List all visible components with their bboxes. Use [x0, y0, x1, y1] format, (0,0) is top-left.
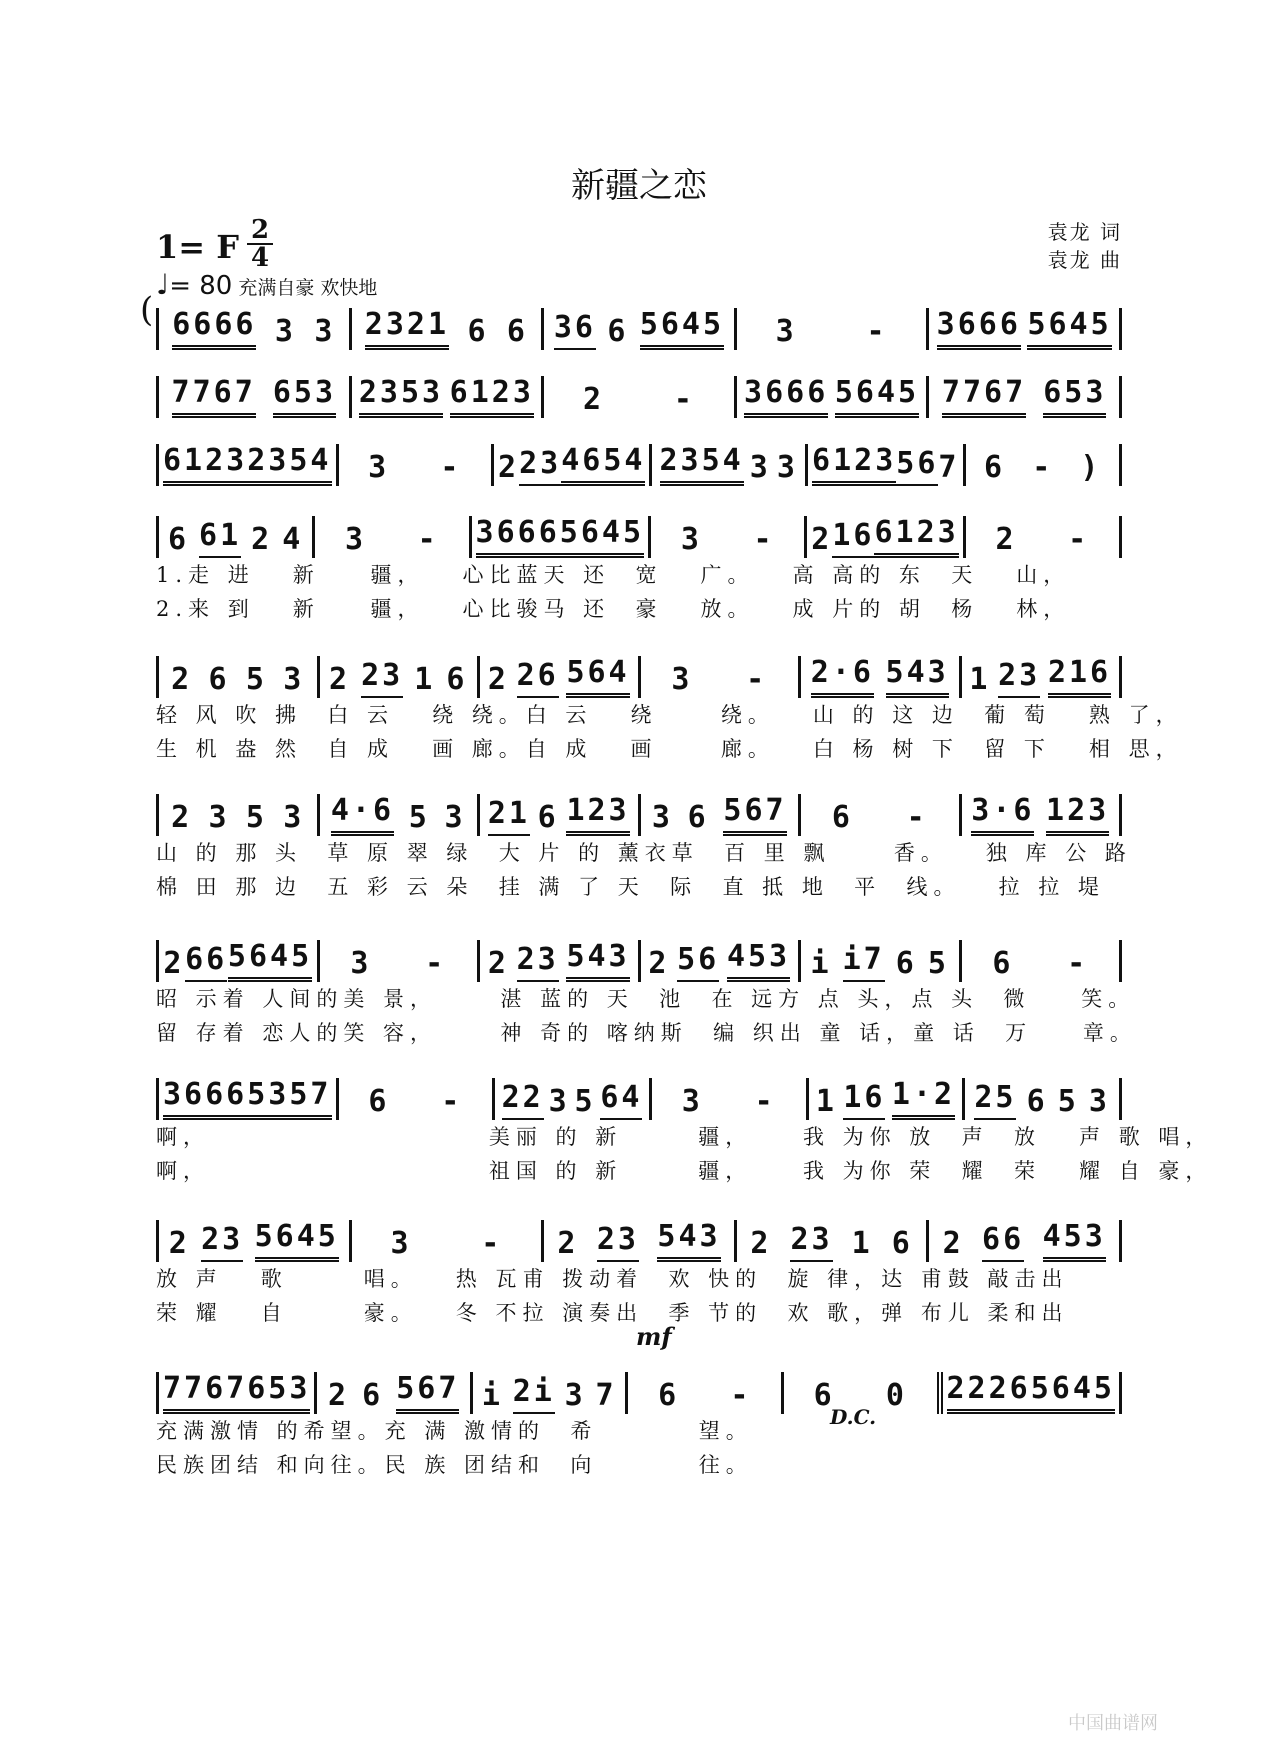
- measure: [320, 656, 481, 698]
- staff-line: [156, 416, 1122, 486]
- measure: [628, 1372, 784, 1414]
- measure: [156, 308, 352, 350]
- note-group: 2: [648, 946, 670, 981]
- measure: [315, 516, 471, 558]
- note-group: 1: [851, 1226, 873, 1261]
- note-group: 2: [995, 522, 1017, 557]
- score-system-1: [156, 280, 1122, 350]
- measure: [339, 1078, 496, 1120]
- lyric-line: 啊， 祖国 的 新 疆， 我 为你 荣 耀 荣 耀 自 豪，: [156, 1159, 1213, 1183]
- note-group: 2: [583, 382, 605, 417]
- note-group: 64: [600, 1080, 642, 1120]
- note-group: 5: [1057, 1084, 1079, 1119]
- note-group: -: [673, 382, 695, 417]
- credits: [1048, 218, 1122, 274]
- note-group: 3: [390, 1226, 412, 1261]
- note-group: 16: [832, 518, 874, 558]
- measure: [641, 794, 802, 836]
- note-group: 2321: [365, 307, 449, 350]
- note-group: 5: [574, 1084, 596, 1119]
- note-group: 2: [487, 662, 509, 697]
- note-group: 2: [329, 662, 351, 697]
- note-group: 56: [896, 446, 938, 486]
- staff-line: [156, 348, 1122, 418]
- note-group: 3: [283, 662, 305, 697]
- note-group: 2: [750, 1226, 772, 1261]
- note-group: 5: [245, 662, 267, 697]
- note-group: 2353: [359, 375, 443, 418]
- measure: [962, 794, 1123, 836]
- measure: [544, 1220, 737, 1262]
- measure: [807, 516, 965, 558]
- score-system-8: [156, 1050, 1213, 1188]
- song-title: 新疆之恋: [571, 166, 707, 206]
- note-group: 2354: [660, 443, 744, 486]
- measure: [472, 516, 652, 558]
- lyric-line: 1.走 进 新 疆， 心比蓝天 还 宽 广。 高 高的 东 天 山，: [156, 563, 1071, 587]
- note-group: 6: [687, 800, 709, 835]
- lyric-line: 棉 田 那 边 五 彩 云 朵 挂 满 了 天 际 直 抵 地 平 线。 拉 拉 堤: [156, 875, 1105, 899]
- note-group: -: [866, 314, 888, 349]
- note-group: -: [417, 522, 439, 557]
- measure: [943, 1372, 1123, 1414]
- lyric-line: 啊， 美丽 的 新 疆， 我 为你 放 声 放 声 歌 唱，: [156, 1125, 1213, 1149]
- note-group: 3: [444, 800, 466, 835]
- note-group: 3: [681, 1084, 703, 1119]
- note-group: 2: [557, 1226, 579, 1261]
- note-group: 6: [1026, 1084, 1048, 1119]
- note-group: i7: [843, 942, 885, 982]
- measure: [156, 940, 320, 982]
- note-group: -: [753, 522, 775, 557]
- lyric-line: 昭 示着 人间的美 景， 湛 蓝的 天 池 在 远方 点 头，点 头 微 笑。: [156, 987, 1136, 1011]
- note-group: 564: [566, 655, 629, 698]
- staff-line: [156, 628, 1122, 698]
- note-group: 5645: [835, 375, 919, 418]
- measure: [352, 1220, 545, 1262]
- note-group: 453: [1043, 1219, 1106, 1262]
- tempo-description: 充满自豪 欢快地: [238, 277, 378, 299]
- note-group: 2: [327, 1378, 350, 1413]
- note-group: 6666: [172, 307, 256, 350]
- measure: [808, 444, 966, 486]
- note-group: 6123: [874, 515, 958, 558]
- measure: [652, 1078, 809, 1120]
- note-group: 61: [199, 518, 241, 558]
- lyric-line: 生 机 盎 然 自 成 画 廊。自 成 画 廊。 白 杨 树 下 留 下 相 思，: [156, 737, 1183, 761]
- opening-paren: (: [140, 290, 154, 330]
- staff-line: [156, 488, 1122, 558]
- note-group: -: [1068, 522, 1090, 557]
- note-group: 543: [657, 1219, 720, 1262]
- measure: [156, 376, 352, 418]
- measure: [737, 376, 930, 418]
- note-group: 3666: [163, 1077, 247, 1120]
- note-group: 543: [566, 939, 629, 982]
- note-group: 16: [843, 1080, 885, 1120]
- measure: [156, 444, 339, 486]
- note-group: -: [441, 1084, 463, 1119]
- score-system-10: [156, 1344, 1122, 1482]
- measure: [495, 1078, 652, 1120]
- measure: [965, 1078, 1122, 1120]
- lyric-line: 留 存着 恋人的笑 容， 神 奇的 喀纳斯 编 织出 童 话，童 话 万 章。: [156, 1021, 1137, 1045]
- measure: [801, 656, 962, 698]
- note-group: 23: [998, 658, 1040, 698]
- score-system-5: [156, 628, 1183, 766]
- note-group: 36: [554, 310, 596, 350]
- note-group: 1·2: [892, 1077, 955, 1120]
- measure: [156, 1078, 339, 1120]
- note-group: 4·6: [331, 793, 394, 836]
- note-group: 3: [208, 800, 230, 835]
- note-group: 6123: [163, 443, 247, 486]
- note-group: 5: [245, 800, 267, 835]
- note-group: 23: [361, 658, 403, 698]
- note-group: 653: [247, 1371, 310, 1414]
- note-group: 123: [1046, 793, 1109, 836]
- note-group: 2·6: [811, 655, 874, 698]
- note-group: 3: [350, 946, 372, 981]
- quarter-note-icon: ♩: [156, 268, 170, 301]
- measure: [737, 1220, 930, 1262]
- note-group: ): [1080, 450, 1102, 485]
- measure: [156, 516, 315, 558]
- measure: [962, 940, 1123, 982]
- note-group: 653: [1043, 375, 1106, 418]
- lyricist: 袁龙 词: [1047, 220, 1122, 244]
- score-system-3: [156, 416, 1122, 486]
- note-group: 2: [171, 800, 193, 835]
- measure: [473, 1372, 629, 1414]
- note-group: 5645: [640, 307, 724, 350]
- note-group: 23: [597, 1222, 639, 1262]
- note-group: 543: [886, 655, 949, 698]
- note-group: -: [425, 946, 447, 981]
- staff-line: [156, 280, 1122, 350]
- note-group: 3666: [937, 307, 1021, 350]
- score-system-2: [156, 348, 1122, 418]
- note-group: -: [754, 1084, 776, 1119]
- note-group: 123: [566, 793, 629, 836]
- measure: [320, 794, 481, 836]
- score-system-6: [156, 766, 1132, 904]
- note-group: 3: [776, 450, 798, 485]
- lyric-line: 轻 风 吹 拂 白 云 绕 绕。白 云 绕 绕。 山 的 这 边 葡 萄 熟 了，: [156, 703, 1183, 727]
- note-group: 6: [831, 800, 853, 835]
- note-group: i: [810, 946, 832, 981]
- note-group: 5: [927, 946, 949, 981]
- staff-line: [156, 766, 1122, 836]
- note-group: 6: [208, 662, 230, 697]
- measure: [966, 444, 1122, 486]
- dynamic-mark: mf: [636, 1322, 672, 1351]
- score-system-7: [156, 912, 1137, 1050]
- note-group: 1: [815, 1084, 837, 1119]
- note-group: 56: [677, 942, 719, 982]
- note-group: -: [481, 1226, 503, 1261]
- note-group: -: [440, 450, 462, 485]
- note-group: 5357: [247, 1077, 331, 1120]
- note-group: 5645: [1031, 1371, 1115, 1414]
- note-group: 2: [487, 946, 509, 981]
- note-group: 2: [251, 522, 273, 557]
- note-group: 6: [992, 946, 1014, 981]
- note-group: 3: [564, 1378, 586, 1413]
- note-group: 6: [446, 662, 468, 697]
- note-group: 6: [537, 800, 559, 835]
- staff-line: [156, 912, 1122, 982]
- measure: [651, 516, 807, 558]
- measure: [652, 444, 808, 486]
- measure: [809, 1078, 966, 1120]
- key-signature: 1= F: [156, 228, 239, 266]
- note-group: 2: [168, 1226, 190, 1261]
- note-group: 567: [723, 793, 786, 836]
- note-group: -: [906, 800, 928, 835]
- note-group: 6: [658, 1378, 680, 1413]
- measure: [317, 1372, 473, 1414]
- note-group: 2354: [247, 443, 331, 486]
- measure: [929, 376, 1122, 418]
- note-group: -: [730, 1378, 752, 1413]
- measure: [352, 376, 545, 418]
- note-group: 3·6: [971, 793, 1034, 836]
- measure: [966, 516, 1122, 558]
- note-group: 5645: [1027, 307, 1111, 350]
- note-group: 66: [185, 942, 227, 982]
- note-group: 22: [502, 1080, 544, 1120]
- note-group: 453: [727, 939, 790, 982]
- lyric-line: 山 的 那 头 草 原 翠 绿 大 片 的 薰衣草 百 里 飘 香。 独 库 公 路: [156, 841, 1132, 865]
- score-system-9: [156, 1192, 1122, 1330]
- note-group: 6123: [450, 375, 534, 418]
- measure: [156, 656, 320, 698]
- note-group: 6: [362, 1378, 384, 1413]
- note-group: 23: [517, 942, 559, 982]
- note-group: 3666: [476, 515, 560, 558]
- note-group: 3: [283, 800, 305, 835]
- note-group: 21: [488, 796, 530, 836]
- measure: [929, 1220, 1122, 1262]
- note-group: 66: [982, 1222, 1024, 1262]
- note-group: 5645: [228, 939, 312, 982]
- note-group: 216: [1048, 655, 1111, 698]
- note-group: 26: [517, 658, 559, 698]
- tempo-value: = 80: [169, 271, 233, 301]
- measure: [352, 308, 545, 350]
- measure: [641, 940, 802, 982]
- staff-line: [156, 1192, 1122, 1262]
- note-group: 7: [595, 1378, 617, 1413]
- measure: [494, 444, 652, 486]
- note-group: 3: [775, 314, 797, 349]
- staff-line: [156, 1050, 1122, 1120]
- note-group: 3: [548, 1084, 570, 1119]
- note-group: 653: [273, 375, 336, 418]
- note-group: 6: [984, 450, 1006, 485]
- note-group: 6: [467, 314, 489, 349]
- note-group: 23: [201, 1222, 243, 1262]
- measure: [544, 376, 737, 418]
- note-group: 23: [790, 1222, 832, 1262]
- note-group: 3: [671, 662, 693, 697]
- note-group: 23: [519, 446, 561, 486]
- measure: [156, 794, 320, 836]
- note-group: 7: [938, 450, 960, 485]
- score-system-4: [156, 488, 1122, 626]
- measure: [641, 656, 802, 698]
- measure: [156, 1372, 317, 1414]
- note-group: 2: [171, 662, 193, 697]
- da-capo-mark: D.C.: [830, 1405, 877, 1429]
- note-group: 4654: [561, 443, 645, 486]
- note-group: 3: [345, 522, 367, 557]
- time-top: 2: [250, 215, 270, 245]
- note-group: 7767: [172, 375, 256, 418]
- note-group: 7767: [163, 1371, 247, 1414]
- note-group: 3: [314, 314, 336, 349]
- measure: [156, 1220, 352, 1262]
- lyric-line: 荣 耀 自 豪。 冬 不拉 演奏出 季 节的 欢 歌，弹 布儿 柔和出: [156, 1301, 1069, 1325]
- measure: [801, 940, 962, 982]
- note-group: 3: [651, 800, 673, 835]
- composer: 袁龙 曲: [1047, 248, 1122, 272]
- time-bottom: 4: [250, 243, 270, 273]
- note-group: 6: [506, 314, 528, 349]
- time-signature: [247, 215, 273, 273]
- note-group: 5645: [255, 1219, 339, 1262]
- staff-line: [156, 1344, 1122, 1414]
- measure: [480, 656, 641, 698]
- note-group: 6: [895, 946, 917, 981]
- note-group: 3: [749, 450, 771, 485]
- note-group: 3: [274, 314, 296, 349]
- note-group: 2: [942, 1226, 964, 1261]
- note-group: 5: [408, 800, 430, 835]
- note-group: 6: [813, 1378, 835, 1413]
- note-group: 0: [885, 1378, 907, 1413]
- note-group: 3: [1088, 1084, 1110, 1119]
- measure: [339, 444, 495, 486]
- note-group: 6: [368, 1084, 390, 1119]
- note-group: 3666: [744, 375, 828, 418]
- measure: [801, 794, 962, 836]
- lyric-line: 民族团结 和向往。民 族 团结和 向 往。: [156, 1453, 753, 1477]
- note-group: 6123: [812, 443, 896, 486]
- measure: [737, 308, 930, 350]
- note-group: 2: [498, 450, 520, 485]
- lyric-line: 充满激情 的希望。充 满 激情的 希 望。: [156, 1419, 753, 1443]
- note-group: 3: [680, 522, 702, 557]
- note-group: 6: [167, 522, 190, 557]
- note-group: 2: [811, 522, 833, 557]
- note-group: i: [481, 1378, 503, 1413]
- note-group: 25: [974, 1080, 1016, 1120]
- measure: [962, 656, 1123, 698]
- measure: [544, 308, 737, 350]
- measure: [480, 794, 641, 836]
- note-group: 2i: [513, 1374, 555, 1414]
- note-group: -: [1032, 450, 1054, 485]
- note-group: 6: [891, 1226, 913, 1261]
- note-group: 1: [414, 662, 436, 697]
- measure: [480, 940, 641, 982]
- measure: [320, 940, 481, 982]
- note-group: 7767: [942, 375, 1026, 418]
- lyric-line: 2.来 到 新 疆， 心比骏马 还 豪 放。 成 片的 胡 杨 林，: [156, 597, 1071, 621]
- measure: [929, 308, 1122, 350]
- watermark: 中国曲谱网: [1068, 1713, 1158, 1734]
- note-group: 3: [368, 450, 390, 485]
- note-group: 567: [396, 1371, 459, 1414]
- note-group: 5645: [560, 515, 644, 558]
- note-group: -: [1067, 946, 1089, 981]
- note-group: 4: [282, 522, 304, 557]
- note-group: 6: [607, 314, 629, 349]
- note-group: -: [746, 662, 768, 697]
- note-group: 2226: [947, 1371, 1031, 1414]
- note-group: 1: [969, 662, 991, 697]
- note-group: 2: [163, 946, 185, 981]
- lyric-line: 放 声 歌 唱。 热 瓦甫 拨动着 欢 快的 旋 律，达 甫鼓 敲击出: [156, 1267, 1069, 1291]
